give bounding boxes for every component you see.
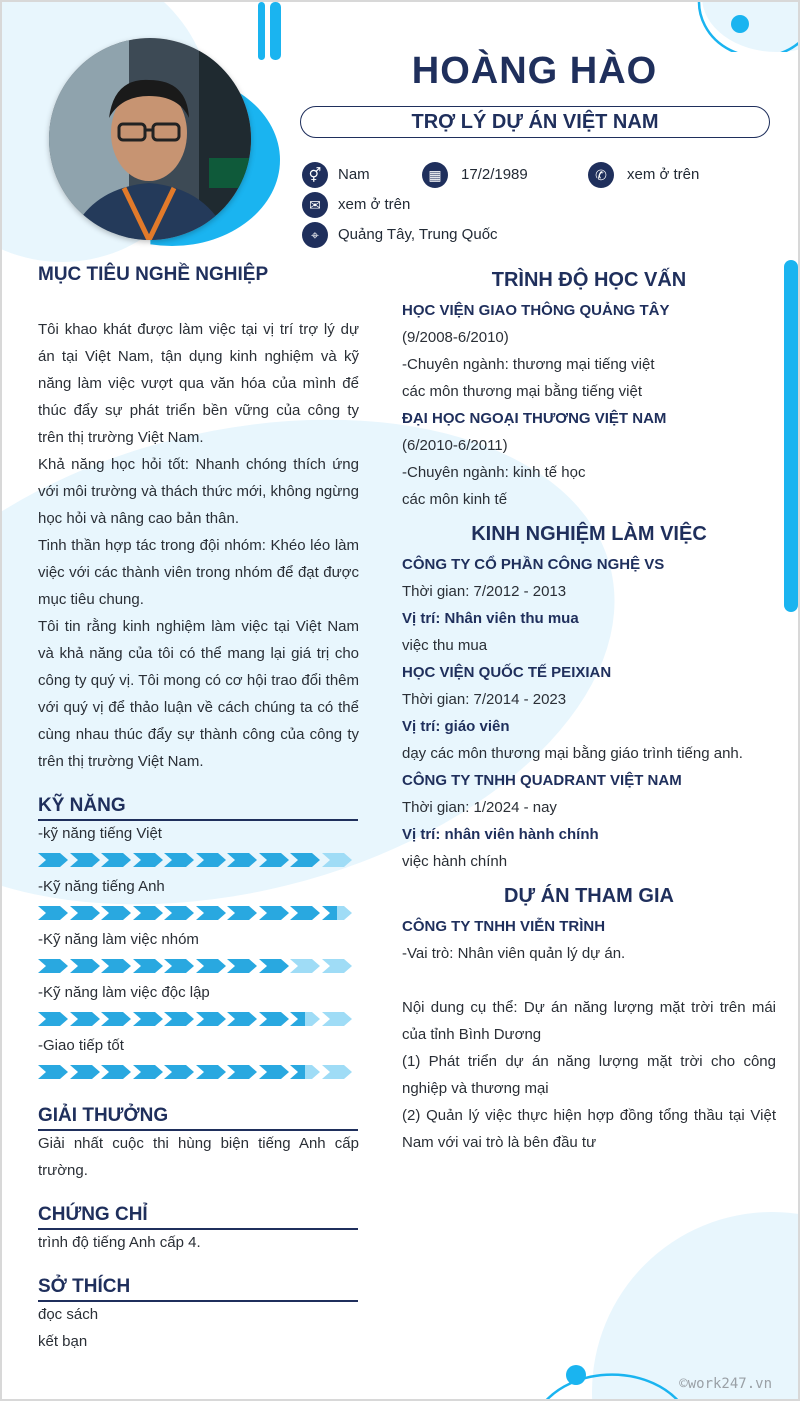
school-name: HỌC VIỆN GIAO THÔNG QUẢNG TÂY <box>402 302 670 319</box>
skill-label: -Kỹ năng làm việc độc lập <box>38 984 210 1001</box>
skill-chevron <box>133 1065 163 1079</box>
skill-chevron <box>70 1012 100 1026</box>
skill-chevron <box>196 959 226 973</box>
skill-level-bar <box>38 1012 358 1028</box>
school-detail: các môn kinh tế <box>402 491 508 508</box>
skill-level-bar <box>38 1065 358 1081</box>
skill-chevron <box>101 1065 131 1079</box>
email-value: xem ở trên <box>338 196 411 213</box>
awards-heading: GIẢI THƯỞNG <box>38 1105 169 1126</box>
skill-chevron <box>38 1012 68 1026</box>
skill-chevron <box>164 853 194 867</box>
gender-icon: ⚥ <box>302 162 328 188</box>
skill-label: -Kỹ năng tiếng Anh <box>38 878 165 895</box>
school-period: (6/2010-6/2011) <box>402 437 508 454</box>
job-desc: việc hành chính <box>402 853 508 870</box>
skill-chevron <box>133 959 163 973</box>
deco-arc-top-right <box>692 0 800 52</box>
skill-label: -Kỹ năng làm việc nhóm <box>38 931 199 948</box>
skill-chevron <box>101 906 131 920</box>
skill-chevron <box>196 853 226 867</box>
certificates-text: trình độ tiếng Anh cấp 4. <box>38 1234 201 1251</box>
project-role: -Vai trò: Nhân viên quản lý dự án. <box>402 945 626 962</box>
skill-label: -Giao tiếp tốt <box>38 1037 124 1054</box>
skill-chevron <box>259 853 289 867</box>
objective-paragraph: Tôi khao khát được làm việc tại vị trí trợ lý dự án tại Việt Nam, tận dụng kinh nghiệm và kỹ năng làm việc vượt qua văn hóa của mình để thúc đẩy sự phát triển bền vững của công ty trên thị trường Việt Nam. <box>38 321 359 446</box>
education-heading: TRÌNH ĐỘ HỌC VẤN <box>491 269 687 291</box>
skill-chevron <box>322 906 352 920</box>
certificates-heading: CHỨNG CHỈ <box>38 1204 148 1225</box>
hobby-item: kết bạn <box>38 1333 88 1350</box>
skill-chevron <box>196 1065 226 1079</box>
skill-chevron <box>290 853 320 867</box>
skill-chevron <box>38 853 68 867</box>
skills-heading: KỸ NĂNG <box>38 795 126 816</box>
candidate-name: HOÀNG HÀO <box>411 50 658 92</box>
skill-chevron <box>227 1012 257 1026</box>
school-name: ĐẠI HỌC NGOẠI THƯƠNG VIỆT NAM <box>402 410 667 427</box>
calendar-icon: ▦ <box>422 162 448 188</box>
objective-heading: MỤC TIÊU NGHỀ NGHIỆP <box>38 264 269 285</box>
project-item: (1) Phát triển dự án năng lượng mặt trời cho công nghiệp và thương mại <box>402 1053 776 1097</box>
skill-chevron <box>133 853 163 867</box>
skill-chevron <box>227 1065 257 1079</box>
job-desc: dạy các môn thương mại bằng giáo trình tiếng anh. <box>402 745 743 762</box>
skill-chevron <box>70 959 100 973</box>
skill-chevron <box>322 959 352 973</box>
skill-label: -kỹ năng tiếng Việt <box>38 825 162 842</box>
email-icon: ✉ <box>302 192 328 218</box>
school-detail: các môn thương mại bằng tiếng việt <box>402 383 643 400</box>
dob-value: 17/2/1989 <box>461 166 528 183</box>
phone-icon: ✆ <box>588 162 614 188</box>
phone-value: xem ở trên <box>627 166 700 183</box>
job-time: Thời gian: 7/2014 - 2023 <box>402 691 567 708</box>
job-position: Vị trí: nhân viên hành chính <box>402 826 599 843</box>
job-title: TRỢ LÝ DỰ ÁN VIỆT NAM <box>300 106 770 138</box>
skill-level-bar <box>38 906 358 922</box>
job-company: CÔNG TY TNHH QUADRANT VIỆT NAM <box>402 772 682 789</box>
skill-chevron <box>290 906 320 920</box>
project-item: (2) Quản lý việc thực hiện hợp đồng tổng thầu tại Việt Nam với vai trò là bên đầu tư <box>402 1107 776 1151</box>
skill-chevron <box>196 1012 226 1026</box>
skill-chevron <box>101 959 131 973</box>
skills-divider <box>38 819 358 821</box>
objective-paragraph: Tôi tin rằng kinh nghiệm làm việc tại Việt Nam và khả năng của tôi có thể mang lại giá trị cho công ty quý vị. Tôi mong có cơ hội trao đổi thêm với quý vị để thảo luận về cách chúng ta có thể cùng nhau thúc đẩy sự thành công của công ty trên thị trường Việt Nam. <box>38 618 359 770</box>
skill-chevron <box>259 1065 289 1079</box>
skill-chevron <box>133 1012 163 1026</box>
gender-value: Nam <box>338 166 370 183</box>
skill-chevron <box>196 906 226 920</box>
skill-chevron <box>322 1065 352 1079</box>
skill-chevron <box>290 1012 320 1026</box>
avatar <box>49 38 251 240</box>
job-position: Vị trí: giáo viên <box>402 718 510 735</box>
skill-chevron <box>70 906 100 920</box>
school-major: -Chuyên ngành: kinh tế học <box>402 464 586 481</box>
awards-text: Giải nhất cuộc thi hùng biện tiếng Anh cấp trường. <box>38 1135 359 1179</box>
objective-text <box>38 316 359 775</box>
avatar-photo <box>49 38 251 240</box>
skill-chevron <box>259 959 289 973</box>
job-desc: việc thu mua <box>402 637 488 654</box>
location-icon: ⌖ <box>302 222 328 248</box>
project-content: Nội dung cụ thể: Dự án năng lượng mặt trời trên mái của tỉnh Bình Dương <box>402 999 776 1043</box>
skill-chevron <box>227 853 257 867</box>
job-company: CÔNG TY CỔ PHẦN CÔNG NGHỆ VS <box>402 556 665 573</box>
skill-chevron <box>322 853 352 867</box>
job-time: Thời gian: 7/2012 - 2013 <box>402 583 567 600</box>
watermark: ©work247.vn <box>679 1376 772 1392</box>
experience-heading: KINH NGHIỆM LÀM VIỆC <box>471 523 707 545</box>
skill-chevron <box>70 1065 100 1079</box>
skill-chevron <box>290 959 320 973</box>
skill-chevron <box>101 853 131 867</box>
deco-bar-1 <box>258 2 265 60</box>
objective-paragraph: Tinh thần hợp tác trong đội nhóm: Khéo léo làm việc với các thành viên trong nhóm để đạt được mục tiêu chung. <box>38 537 359 608</box>
skill-chevron <box>227 906 257 920</box>
skill-chevron <box>290 1065 320 1079</box>
skill-chevron <box>164 959 194 973</box>
job-time: Thời gian: 1/2024 - nay <box>402 799 557 816</box>
skill-chevron <box>164 1065 194 1079</box>
deco-side-bar <box>784 260 798 612</box>
skill-chevron <box>164 1012 194 1026</box>
skill-chevron <box>133 906 163 920</box>
skill-level-bar <box>38 959 358 975</box>
skill-chevron <box>259 1012 289 1026</box>
school-period: (9/2008-6/2010) <box>402 329 509 346</box>
job-company: HỌC VIỆN QUỐC TẾ PEIXIAN <box>402 664 612 681</box>
hobby-item: đọc sách <box>38 1306 99 1323</box>
skill-chevron <box>38 906 68 920</box>
skill-chevron <box>38 1065 68 1079</box>
skill-chevron <box>322 1012 352 1026</box>
skill-level-bar <box>38 853 358 869</box>
projects-heading: DỰ ÁN THAM GIA <box>504 885 674 907</box>
skill-chevron <box>101 1012 131 1026</box>
job-position: Vị trí: Nhân viên thu mua <box>402 610 579 627</box>
objective-paragraph: Khả năng học hỏi tốt: Nhanh chóng thích ứng với môi trường và thách thức mới, không ngừng học hỏi và nâng cao bản thân. <box>38 456 359 527</box>
project-company: CÔNG TY TNHH VIỄN TRÌNH <box>402 918 606 935</box>
skill-chevron <box>164 906 194 920</box>
skill-chevron <box>38 959 68 973</box>
skill-chevron <box>70 853 100 867</box>
deco-bar-2 <box>270 2 281 60</box>
deco-arc-bottom <box>542 1357 682 1401</box>
skill-chevron <box>227 959 257 973</box>
skill-chevron <box>259 906 289 920</box>
hobbies-heading: SỞ THÍCH <box>38 1276 131 1297</box>
address-value: Quảng Tây, Trung Quốc <box>338 226 498 243</box>
school-major: -Chuyên ngành: thương mại tiếng việt <box>402 356 655 373</box>
